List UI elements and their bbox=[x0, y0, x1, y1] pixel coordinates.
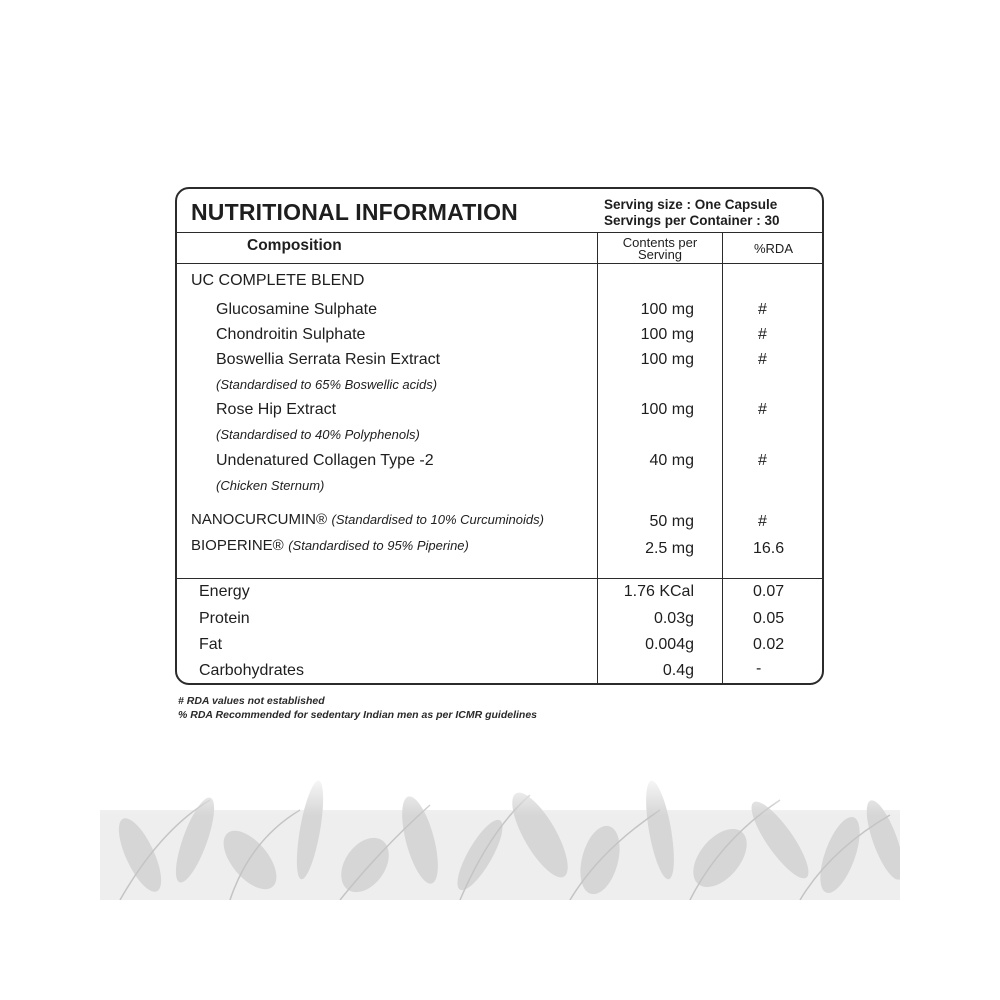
column-header-divider bbox=[177, 263, 822, 264]
nutrient-rda: 0.02 bbox=[753, 636, 785, 653]
column-header-rda: %RDA bbox=[753, 241, 793, 256]
nutrient-rda: - bbox=[756, 660, 762, 677]
extra-amount: 2.5 mg bbox=[645, 540, 694, 557]
item-rda: # bbox=[758, 351, 767, 368]
item-name: Chondroitin Sulphate bbox=[216, 326, 366, 343]
extra-note: (Standardised to 10% Curcuminoids) bbox=[331, 512, 544, 527]
footnote-rda-not-established: # RDA values not established bbox=[178, 695, 325, 707]
footnote-rda-recommended: % RDA Recommended for sedentary Indian men as per ICMR guidelines bbox=[178, 709, 538, 721]
nutrient-amount: 0.4g bbox=[662, 662, 694, 679]
nutrient-name: Carbohydrates bbox=[199, 662, 304, 679]
nutrient-name: Energy bbox=[199, 583, 250, 600]
nutrient-amount: 1.76 KCal bbox=[623, 583, 694, 600]
item-rda: # bbox=[758, 301, 767, 318]
contents-label-line1: Contents per bbox=[622, 235, 698, 250]
nutrient-name: Fat bbox=[199, 636, 223, 653]
extra-name: BIOPERINE® bbox=[191, 537, 284, 554]
header-divider bbox=[177, 232, 822, 233]
nutrient-name: Protein bbox=[199, 610, 250, 627]
nutrition-table bbox=[175, 187, 824, 685]
extra-note: (Standardised to 95% Piperine) bbox=[288, 538, 469, 553]
extra-row bbox=[191, 537, 469, 555]
servings-per-container: Servings per Container : 30 bbox=[604, 213, 780, 228]
item-name: Undenatured Collagen Type -2 bbox=[216, 452, 434, 469]
column-header-contents bbox=[598, 237, 722, 261]
blend-name: UC COMPLETE BLEND bbox=[191, 272, 365, 289]
extra-amount: 50 mg bbox=[649, 513, 694, 530]
extra-rda: # bbox=[758, 513, 767, 530]
foliage-decoration bbox=[100, 770, 900, 900]
column-divider-2 bbox=[722, 232, 723, 683]
item-note: (Chicken Sternum) bbox=[216, 478, 325, 493]
item-note: (Standardised to 65% Boswellic acids) bbox=[216, 377, 438, 392]
item-rda: # bbox=[758, 401, 767, 418]
item-name: Boswellia Serrata Resin Extract bbox=[216, 351, 441, 368]
item-rda: # bbox=[758, 452, 767, 469]
nutrient-amount: 0.004g bbox=[645, 636, 694, 653]
contents-label-line2: Serving bbox=[637, 247, 683, 262]
item-name: Glucosamine Sulphate bbox=[216, 301, 377, 318]
item-amount: 100 mg bbox=[640, 301, 694, 318]
serving-size: Serving size : One Capsule bbox=[604, 197, 778, 212]
item-note: (Standardised to 40% Polyphenols) bbox=[216, 427, 420, 442]
item-amount: 100 mg bbox=[640, 351, 694, 368]
item-name: Rose Hip Extract bbox=[216, 401, 337, 418]
nutrient-rda: 0.05 bbox=[753, 610, 785, 627]
extra-rda: 16.6 bbox=[753, 540, 785, 557]
item-amount: 100 mg bbox=[640, 401, 694, 418]
nutrient-amount: 0.03g bbox=[653, 610, 694, 627]
item-amount: 40 mg bbox=[649, 452, 694, 469]
page-title: NUTRITIONAL INFORMATION bbox=[191, 199, 518, 225]
nutrient-rda: 0.07 bbox=[753, 583, 785, 600]
nutrient-divider bbox=[177, 578, 822, 579]
item-amount: 100 mg bbox=[640, 326, 694, 343]
column-header-composition: Composition bbox=[247, 237, 342, 254]
extra-row bbox=[191, 511, 544, 529]
item-rda: # bbox=[758, 326, 767, 343]
extra-name: NANOCURCUMIN® bbox=[191, 511, 328, 528]
